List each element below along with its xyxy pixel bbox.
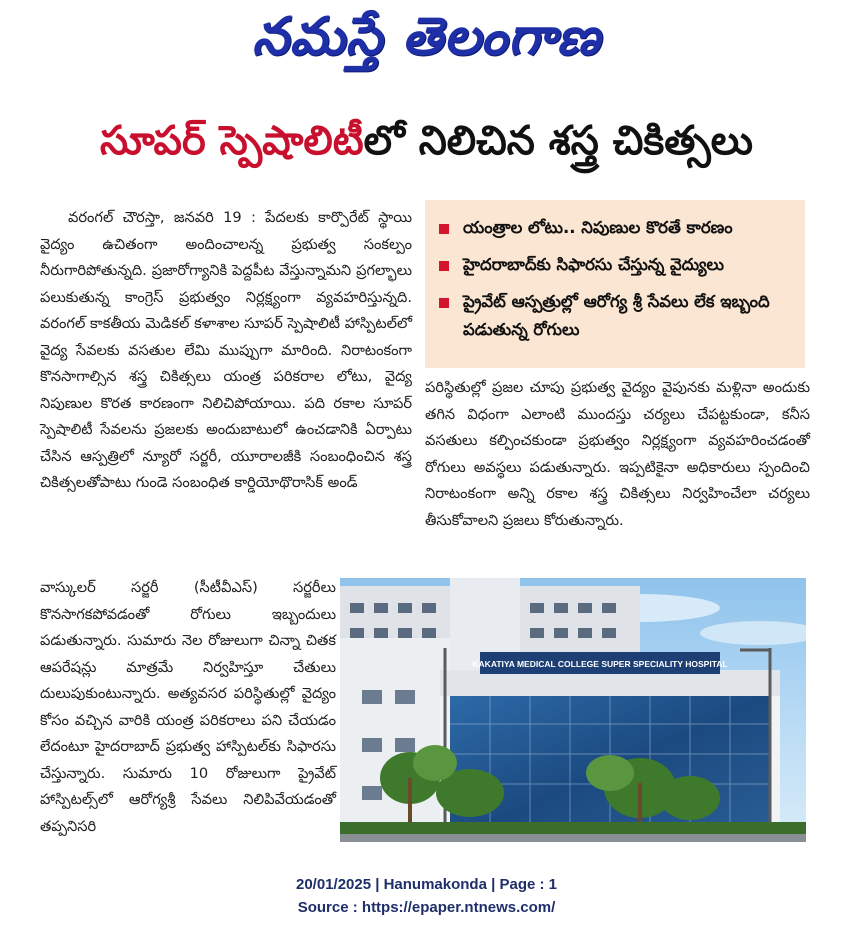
article-column-right bbox=[425, 375, 810, 534]
highlight-item bbox=[439, 214, 793, 242]
newspaper-masthead: నమస్తే తెలంగాణ bbox=[252, 6, 601, 67]
bullet-icon bbox=[439, 261, 449, 271]
bullet-icon bbox=[439, 224, 449, 234]
highlight-text: ప్రైవేట్ ఆస్పత్రుల్లో ఆరోగ్య శ్రీ సేవలు లేక ఇబ్బంది పడుతున్న రోగులు bbox=[463, 292, 770, 339]
footer-date-line: 20/01/2025 | Hanumakonda | Page : 1 bbox=[295, 876, 557, 893]
hospital-sign-text: KAKATIYA MEDICAL COLLEGE SUPER SPECIALITY HOSPITAL bbox=[472, 659, 728, 669]
highlight-item bbox=[439, 288, 793, 344]
article-column-left bbox=[40, 205, 412, 497]
article-headline bbox=[0, 118, 853, 174]
footer-source-line: Source : https://epaper.ntnews.com/ bbox=[297, 899, 556, 916]
highlights-box bbox=[425, 200, 805, 368]
article-paragraph-right: పరిస్థితుల్లో ప్రజల చూపు ప్రభుత్వ వైద్యం వైపునకు మళ్లినా అందుకు తగిన విధంగా ఎలాంటి ముందస్తు చర్యలు చేపట్టకుండా, కనీస వసతులు కల్పించకుండా ప్రభుత్వం నిర్లక్ష్యంగా వ్యవహరించడంతో రోగులు అవస్థలు పడుతున్నారు. ఇప్పటికైనా అధికారులు స్పందించి నిరాటంకంగా అన్ని రకాల శస్త్ర చికిత్సలు నిర్వహించేలా చర్యలు తీసుకోవాలని ప్రజలు కోరుతున్నారు. bbox=[425, 379, 810, 529]
highlight-item bbox=[439, 251, 793, 279]
bullet-icon bbox=[439, 298, 449, 308]
headline-accent: సూపర్ స్పెషాలిటీ bbox=[99, 118, 364, 164]
article-column-left-lower bbox=[40, 575, 336, 840]
hospital-photo bbox=[340, 578, 806, 842]
hospital-illustration bbox=[340, 578, 806, 842]
article-paragraph-left: వరంగల్ చౌరస్తా, జనవరి 19 : పేదలకు కార్పొరేట్ స్థాయి వైద్యం ఉచితంగా అందించాలన్న ప్రభుత్వ సంకల్పం నీరుగారిపోతున్నది. ప్రజారోగ్యానికి పెద్దపీట వేస్తున్నామని ప్రగల్భాలు పలుకుతున్న కాంగ్రెస్ ప్రభుత్వం నిర్లక్ష్యంగా వ్యవహరిస్తున్నది. వరంగల్ కాకతీయ మెడికల్ కళాశాల సూపర్ స్పెషాలిటీ హాస్పిటల్‌లో వైద్య సేవలకు వసతుల లేమి ముప్పుగా మారింది. నిరాటంకంగా కొనసాగాల్సిన శస్త్ర చికిత్సలు యంత్ర పరికరాల లోటు, వైద్య నిపుణుల కొరత కారణంగా నిలిచిపోయాయి. పది రకాల సూపర్ స్పెషాలిటీ సేవలను ప్రజలకు అందుబాటులో ఉంచడానికి ఏర్పాటు చేసిన ఆస్పత్రిలో న్యూరో సర్జరీ, యూరాలజీకి సంబంధించిన శస్త్ర చికిత్సలతోపాటు గుండె సంబంధిత కార్డియోథొరాసిక్ అండ్ bbox=[40, 209, 412, 491]
highlight-text: యంత్రాల లోటు.. నిపుణుల కొరతే కారణం bbox=[463, 218, 733, 237]
headline-main: లో నిలిచిన శస్త్ర చికిత్సలు bbox=[363, 118, 754, 164]
highlight-text: హైదరాబాద్‌కు సిఫారసు చేస్తున్న వైద్యులు bbox=[463, 255, 724, 274]
article-paragraph-left-lower: వాస్కులర్ సర్జరీ (సీటీవీఎస్) సర్జరీలు కొనసాగకపోవడంతో రోగులు ఇబ్బందులు పడుతున్నారు. సుమారు నెల రోజులుగా చిన్నా చితక ఆపరేషన్లు మాత్రమే నిర్వహిస్తూ చేతులు దులుపుకుంటున్నారు. అత్యవసర పరిస్థితుల్లో వైద్యం కోసం వచ్చిన వారికి యంత్ర పరికరాలు పని చేయడం లేదంటూ హైదరాబాద్ ప్రభుత్వ హాస్పిటల్‌కు సిఫారసు చేస్తున్నారు. సుమారు 10 రోజులుగా ప్రైవేట్ హాస్పిటల్స్‌లో ఆరోగ్యశ్రీ సేవలు నిలిపివేయడంతో తప్పనిసరి bbox=[40, 579, 336, 835]
